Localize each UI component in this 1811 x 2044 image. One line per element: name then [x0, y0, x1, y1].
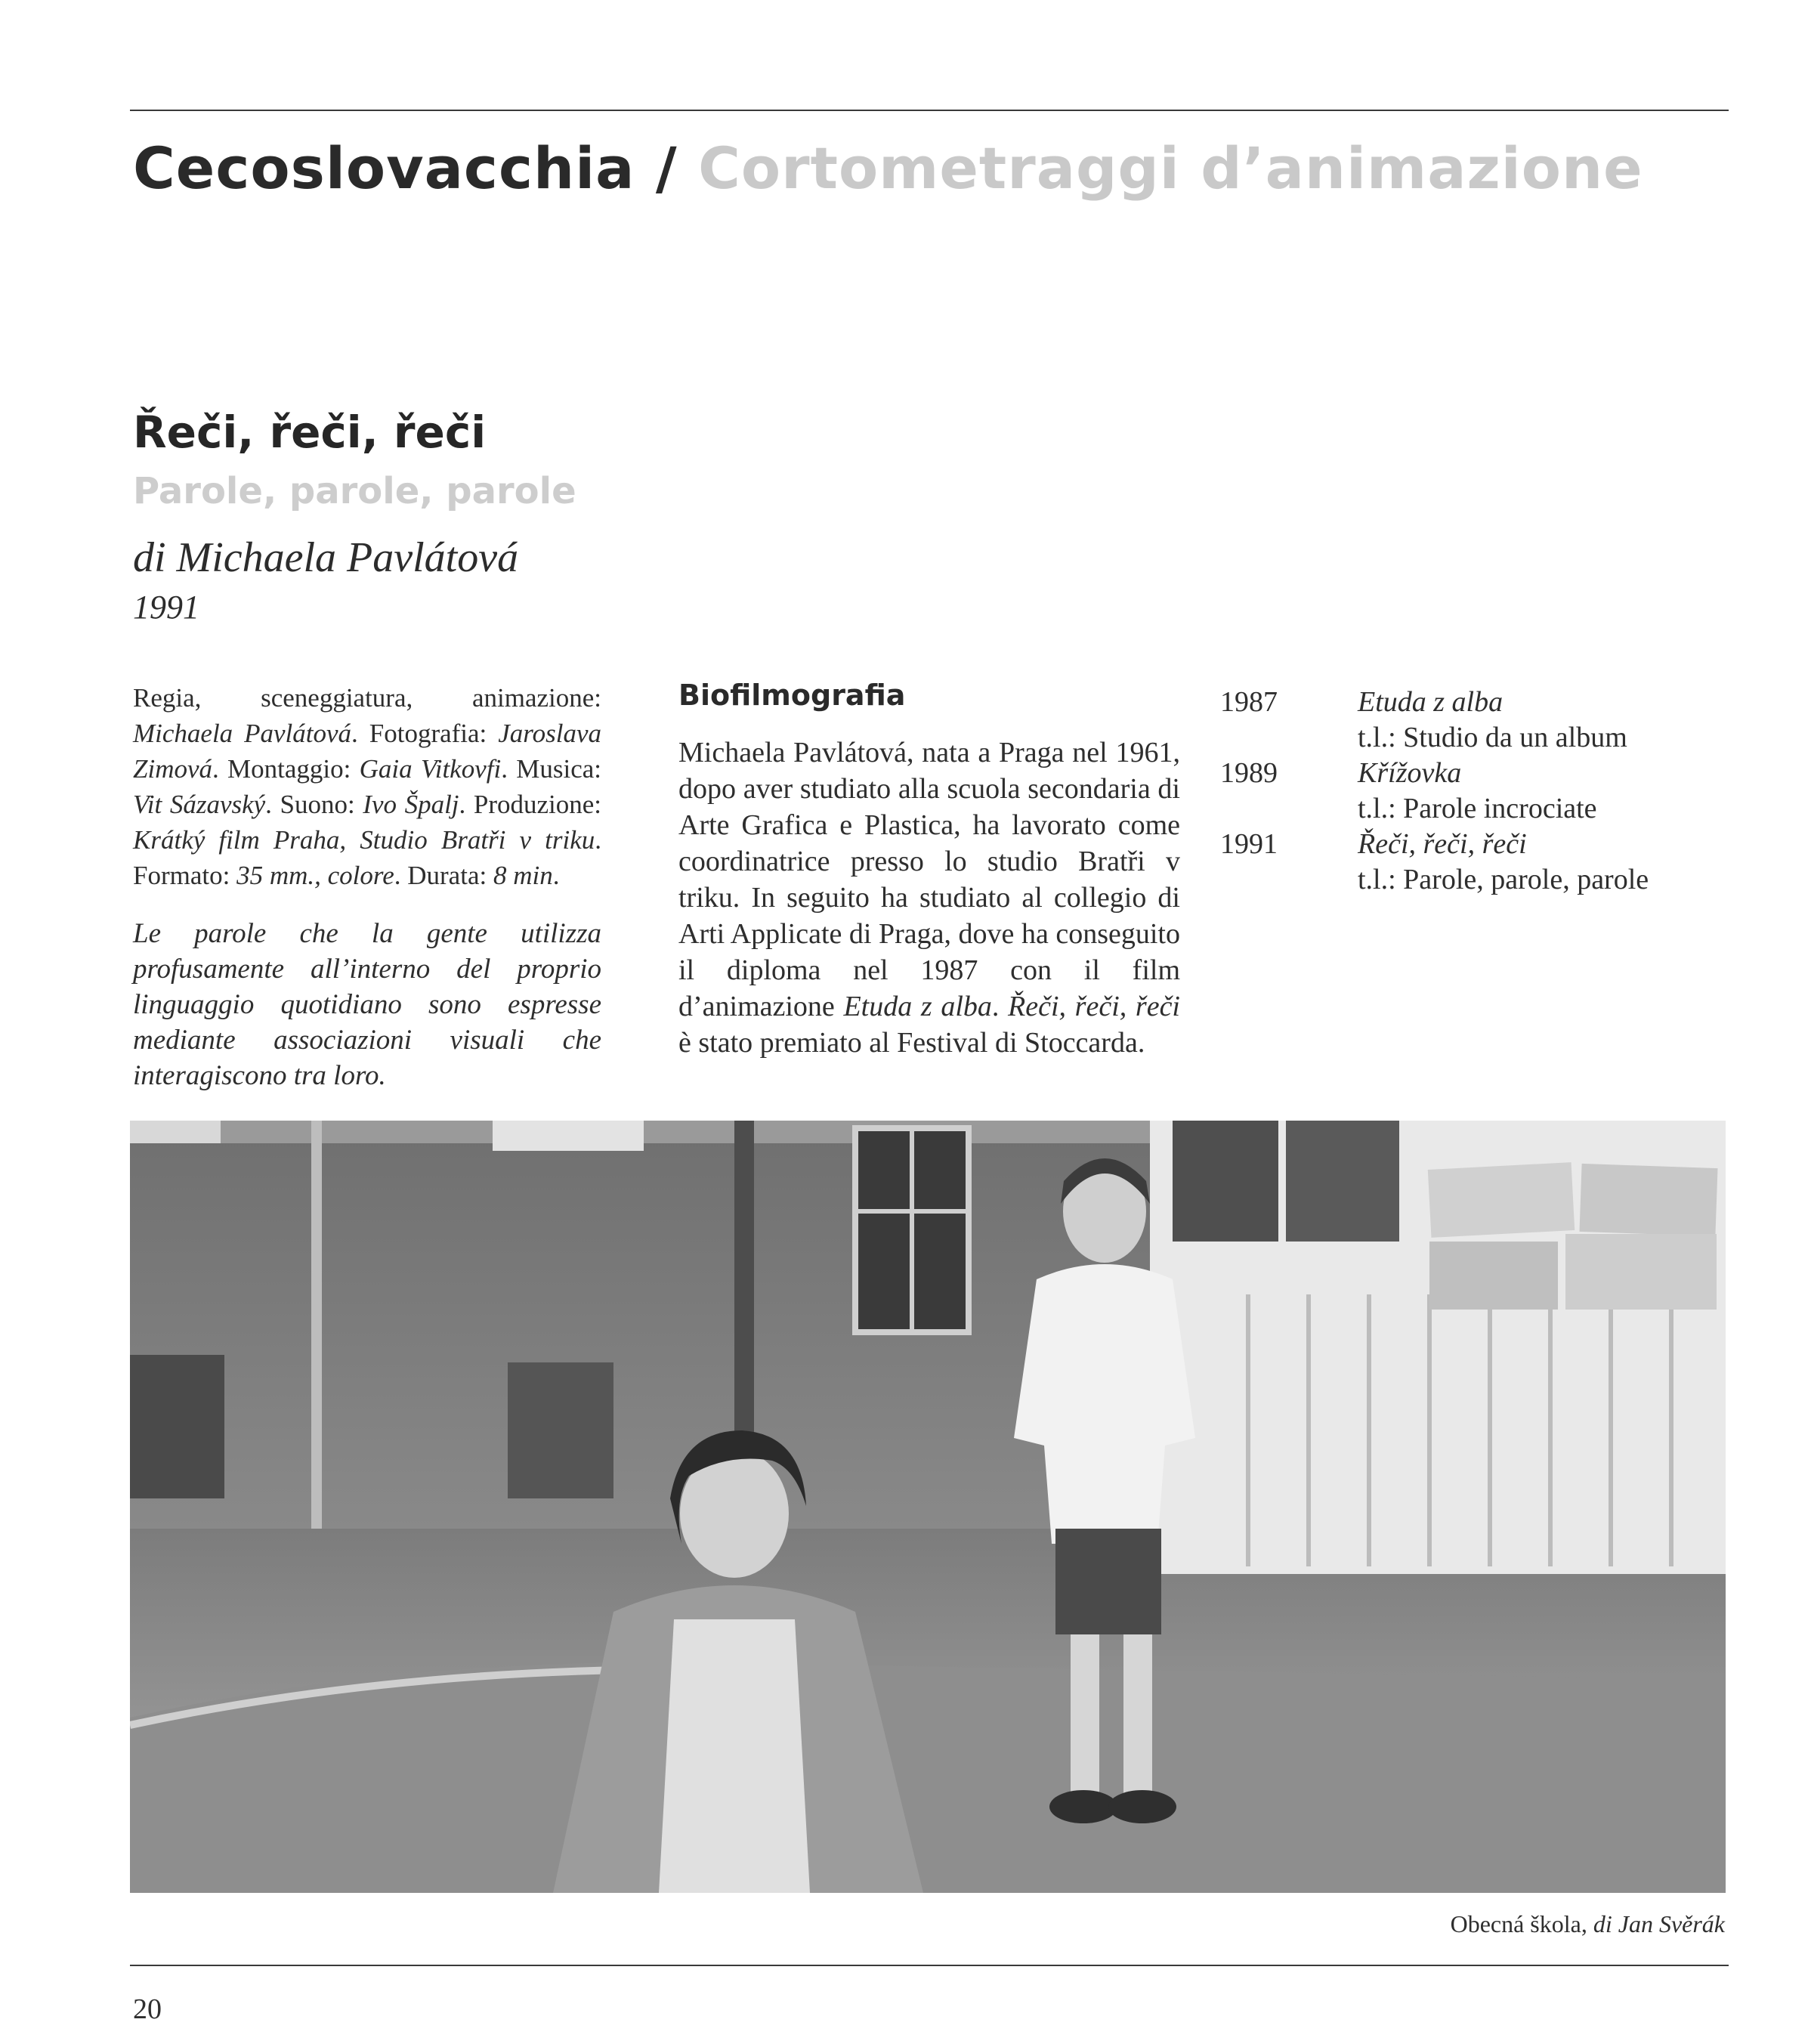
- bio-text: [678, 734, 1180, 1061]
- filmography-entry: [1220, 827, 1719, 898]
- bio-film-2: Řeči, řeči, řeči: [1008, 991, 1180, 1022]
- filmography-translation: t.l.: Parole, parole, parole: [1358, 864, 1649, 895]
- top-rule: [130, 110, 1729, 111]
- credits-block: [133, 680, 601, 893]
- header-slash: /: [635, 135, 699, 202]
- film-director: di Michaela Pavlátová: [133, 534, 519, 581]
- page-number: 20: [133, 1993, 162, 2025]
- credits-produzione-label: . Produzione:: [459, 790, 602, 819]
- film-still-photo: [130, 1121, 1726, 1893]
- film-title: Řeči, řeči, řeči: [133, 407, 487, 458]
- filmography-translation: t.l.: Parole incrociate: [1358, 793, 1597, 824]
- credits-montaggio: Gaia Vitkovfi: [359, 754, 502, 784]
- header-country: Cecoslovacchia: [133, 135, 635, 202]
- film-year: 1991: [133, 589, 199, 626]
- filmography: [1220, 685, 1719, 898]
- page-header: [133, 135, 1643, 202]
- filmography-year: 1991: [1220, 828, 1278, 860]
- filmography-entry: [1220, 756, 1719, 827]
- credits-produzione: Krátký film Praha, Studio Bratři v triku: [133, 825, 595, 855]
- filmography-translation: t.l.: Studio da un album: [1358, 722, 1627, 753]
- credits-durata: 8 min: [493, 861, 553, 890]
- credits-fotografia: Jaroslava Zimová: [133, 719, 601, 784]
- credits-suono: Ivo Špalj: [363, 790, 459, 819]
- bio-film-1: Etuda z alba: [843, 991, 992, 1022]
- bio-text-3: è stato premiato al Festival di Stoccarda.: [678, 1027, 1145, 1059]
- synopsis: Le parole che la gente utilizza profusamente all’interno del proprio linguaggio quotidiano sono espresse mediante associazioni visuali che interagiscono tra loro.: [133, 918, 601, 1091]
- credits-formato: 35 mm., colore: [236, 861, 394, 890]
- photo-caption: [1451, 1910, 1725, 1938]
- bio-heading: Biofilmografia: [678, 679, 906, 712]
- header-section: Cortometraggi d’animazione: [698, 135, 1643, 202]
- filmography-title: Etuda z alba: [1358, 686, 1504, 718]
- filmography-year: 1989: [1220, 757, 1278, 789]
- credits-regia-label: Regia, sceneggiatura, animazione:: [133, 683, 601, 713]
- credits-musica: Vit Sázavský: [133, 790, 266, 819]
- caption-title: Obecná škola,: [1450, 1910, 1593, 1937]
- caption-credit: di Jan Svěrák: [1593, 1910, 1725, 1937]
- credits-suono-label: . Suono:: [265, 790, 363, 819]
- credits-formato-label: . Formato:: [133, 825, 601, 890]
- film-subtitle: Parole, parole, parole: [133, 470, 576, 512]
- filmography-entry: [1220, 685, 1719, 756]
- filmography-title: Křížovka: [1358, 757, 1462, 789]
- bio-text-2: .: [991, 991, 1009, 1022]
- credits-end: .: [552, 861, 560, 890]
- bio-text-1: Michaela Pavlátová, nata a Praga nel 1961, dopo aver studiato alla scuola secondaria di Arte Grafica e Plastica, ha lavorato come coordinatrice presso lo studio Bratři v triku. In seguito ha studiato al collegio di Arti Applicate di Praga, dove ha conseguito il diploma nel 1987 con il film d’animazione: [678, 737, 1180, 1022]
- credits-fotografia-label: . Fotografia:: [351, 719, 499, 748]
- bottom-rule: [130, 1965, 1729, 1966]
- film-still-illustration: [130, 1121, 1726, 1893]
- filmography-year: 1987: [1220, 686, 1278, 718]
- filmography-title: Řeči, řeči, řeči: [1358, 828, 1527, 860]
- credits-durata-label: . Durata:: [394, 861, 493, 890]
- credits-musica-label: . Musica:: [501, 754, 602, 784]
- credits-montaggio-label: . Montaggio:: [212, 754, 360, 784]
- credits-regia: Michaela Pavlátová: [133, 719, 352, 748]
